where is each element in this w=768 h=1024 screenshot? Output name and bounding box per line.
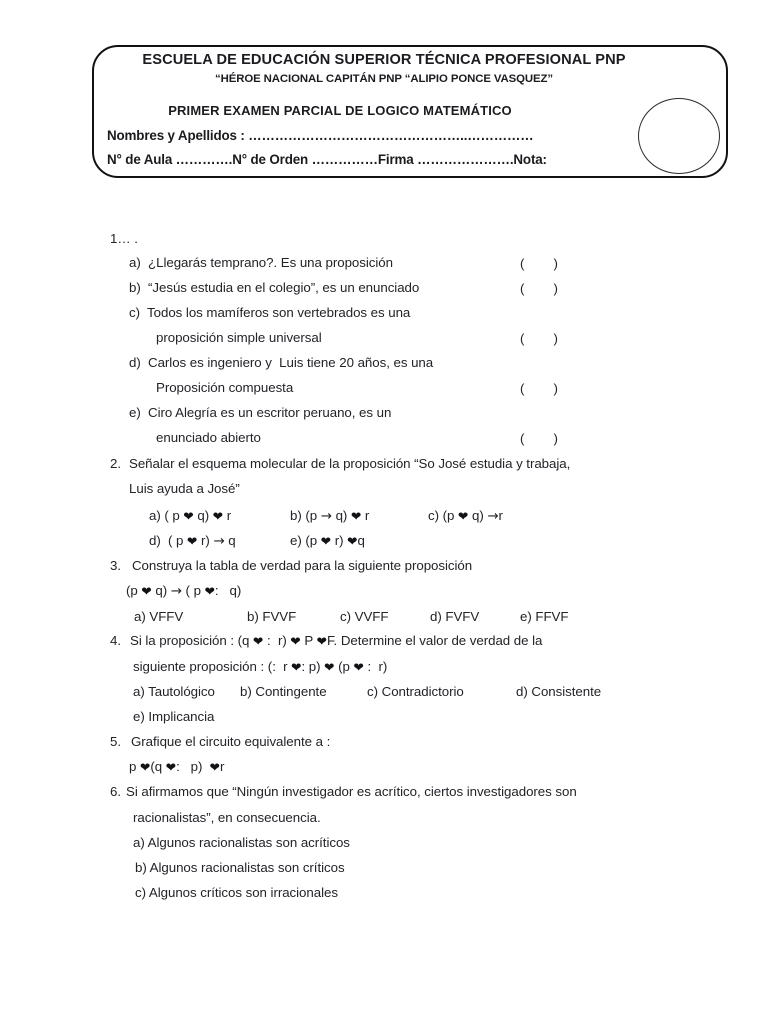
- missing-glyph-icon: ❤: [316, 633, 327, 649]
- question-2-stem-line1: Señalar el esquema molecular de la proposición “So José estudia y trabaja,: [129, 456, 571, 471]
- missing-glyph-icon: ❤: [183, 508, 194, 524]
- option-text: Tautológico: [148, 684, 215, 699]
- option-label: d): [430, 609, 442, 624]
- missing-glyph-icon: ❤: [141, 583, 152, 599]
- option-label: b): [290, 508, 302, 523]
- missing-glyph-icon: ❤: [209, 759, 221, 775]
- field-aula-orden-firma-nota[interactable]: N° de Aula ………….N° de Orden ……………Firma ………………….Nota:: [107, 152, 547, 167]
- option-label: c): [367, 684, 378, 699]
- answer-blank-1b[interactable]: ( ): [520, 281, 558, 296]
- question-1-option-c-cont: proposición simple universal: [156, 330, 322, 345]
- question-6-number: 6.: [110, 784, 121, 799]
- question-6-stem-line2: racionalistas”, en consecuencia.: [133, 810, 321, 825]
- question-5-expression: p ❤(q ❤: p) ❤r: [129, 759, 225, 775]
- question-1-option-d-cont: Proposición compuesta: [156, 380, 294, 395]
- question-2-option-c: [428, 509, 503, 523]
- question-1-option-a: [129, 256, 393, 269]
- question-1-option-c: [129, 306, 410, 319]
- question-3-option-d: [430, 610, 479, 623]
- exam-title: PRIMER EXAMEN PARCIAL DE LOGICO MATEMÁTICO: [168, 103, 512, 118]
- question-2-option-b: [290, 509, 369, 523]
- option-text: ¿Llegarás temprano?. Es una proposición: [148, 255, 393, 270]
- option-text: FFVF: [535, 609, 569, 624]
- answer-blank-1a[interactable]: ( ): [520, 256, 558, 271]
- question-6-option-b: [135, 861, 345, 874]
- question-3-option-b: [247, 610, 296, 623]
- school-name: ESCUELA DE EDUCACIÓN SUPERIOR TÉCNICA PROFESIONAL PNP: [142, 52, 626, 68]
- option-label: a): [133, 835, 145, 850]
- option-text: Algunos racionalistas son críticos: [149, 860, 345, 875]
- option-label: a): [129, 255, 141, 270]
- answer-blank-1c[interactable]: ( ): [520, 331, 558, 346]
- question-3-expression: (p ❤ q) → ( p ❤: q): [126, 583, 242, 599]
- missing-glyph-icon: ❤: [290, 633, 301, 649]
- option-label: e): [129, 405, 141, 420]
- question-2-stem-line2: Luis ayuda a José”: [129, 481, 240, 496]
- option-label: a): [149, 508, 161, 523]
- grade-circle[interactable]: [638, 98, 720, 174]
- option-text: Contingente: [255, 684, 327, 699]
- option-text: Algunos críticos son irracionales: [148, 885, 338, 900]
- option-text: VVFF: [354, 609, 389, 624]
- question-3-option-e: [520, 610, 568, 623]
- missing-glyph-icon: ❤: [291, 659, 302, 675]
- option-text: Implicancia: [148, 709, 215, 724]
- option-label: d): [516, 684, 528, 699]
- arrow-right-icon: →: [487, 509, 499, 524]
- arrow-right-icon: →: [213, 534, 225, 549]
- option-label: a): [134, 609, 146, 624]
- option-text: Contradictorio: [381, 684, 464, 699]
- question-1-option-d: [129, 356, 433, 369]
- option-label: a): [133, 684, 145, 699]
- question-5-number: 5.: [110, 734, 121, 749]
- missing-glyph-icon: ❤: [353, 659, 364, 675]
- missing-glyph-icon: ❤: [165, 759, 177, 775]
- question-6-option-c: [135, 886, 338, 899]
- field-nombres-apellidos[interactable]: Nombres y Apellidos : …………………………………………..……………: [107, 128, 534, 143]
- option-label: e): [290, 533, 302, 548]
- option-text: “Jesús estudia en el colegio”, es un enunciado: [148, 280, 420, 295]
- question-2-option-a: [149, 509, 231, 522]
- negation-symbol: :: [267, 633, 271, 648]
- question-3-stem: Construya la tabla de verdad para la siguiente proposición: [132, 558, 473, 573]
- option-text: Todos los mamíferos son vertebrados es una: [147, 305, 411, 320]
- option-label: e): [133, 709, 145, 724]
- arrow-right-icon: →: [320, 509, 332, 524]
- option-expression: (p → q) ❤ r: [301, 508, 370, 524]
- negation-symbol: :: [214, 583, 219, 598]
- question-1-number: 1… .: [110, 231, 138, 246]
- question-1-option-e: [129, 406, 391, 419]
- option-expression: ( p ❤ q) ❤ r: [160, 508, 232, 524]
- question-4-stem-line2: siguiente proposición : (: r ❤: p) ❤ (p ❤ : r): [133, 659, 388, 675]
- missing-glyph-icon: ❤: [212, 508, 224, 524]
- question-3-option-c: [340, 610, 388, 623]
- missing-glyph-icon: ❤: [140, 759, 151, 775]
- arrow-right-icon: →: [170, 584, 182, 599]
- missing-glyph-icon: ❤: [204, 583, 215, 599]
- question-3-number: 3.: [110, 558, 121, 573]
- option-text: FVFV: [445, 609, 480, 624]
- option-label: d): [149, 533, 161, 548]
- option-label: c): [129, 305, 140, 320]
- missing-glyph-icon: ❤: [253, 633, 264, 649]
- option-text: Ciro Alegría es un escritor peruano, es un: [148, 405, 392, 420]
- option-label: c): [340, 609, 351, 624]
- option-label: c): [428, 508, 439, 523]
- answer-blank-1d[interactable]: ( ): [520, 381, 558, 396]
- question-6-stem-line1: Si afirmamos que “Ningún investigador es acrítico, ciertos investigadores son: [126, 784, 577, 799]
- option-expression: (p ❤ r) ❤q: [301, 533, 365, 549]
- option-text: VFFV: [149, 609, 184, 624]
- question-1-option-b: [129, 281, 419, 294]
- option-label: b): [240, 684, 252, 699]
- option-label: c): [135, 885, 146, 900]
- question-2-number: 2.: [110, 456, 121, 471]
- negation-symbol: :: [272, 659, 276, 674]
- question-3-option-a: [134, 610, 183, 623]
- answer-blank-1e[interactable]: ( ): [520, 431, 558, 446]
- missing-glyph-icon: ❤: [324, 659, 335, 675]
- option-label: e): [520, 609, 532, 624]
- question-4-stem-line1: Si la proposición : (q ❤ : r) ❤ P ❤F. Determine el valor de verdad de la: [130, 633, 543, 649]
- question-4-number: 4.: [110, 633, 121, 648]
- option-text: FVVF: [262, 609, 297, 624]
- question-2-option-d: [149, 534, 236, 548]
- negation-symbol: :: [367, 659, 372, 674]
- missing-glyph-icon: ❤: [320, 533, 332, 549]
- question-5-stem: Grafique el circuito equivalente a :: [131, 734, 331, 749]
- school-hero-subtitle: “HÉROE NACIONAL CAPITÁN PNP “ALIPIO PONCE VASQUEZ”: [214, 73, 554, 85]
- missing-glyph-icon: ❤: [458, 508, 469, 524]
- question-4-option-c: [367, 685, 464, 698]
- missing-glyph-icon: ❤: [187, 533, 198, 549]
- option-label: d): [129, 355, 141, 370]
- question-2-option-e: [290, 534, 365, 547]
- question-4-option-d: [516, 685, 601, 698]
- question-4-option-e: [133, 710, 214, 723]
- option-label: b): [135, 860, 147, 875]
- option-text: Consistente: [531, 684, 602, 699]
- option-label: b): [129, 280, 141, 295]
- question-6-option-a: [133, 836, 350, 849]
- question-4-option-b: [240, 685, 327, 698]
- option-label: b): [247, 609, 259, 624]
- missing-glyph-icon: ❤: [347, 533, 358, 549]
- missing-glyph-icon: ❤: [350, 508, 362, 524]
- question-1-option-e-cont: enunciado abierto: [156, 430, 261, 445]
- negation-symbol: :: [176, 759, 180, 774]
- option-text: Algunos racionalistas son acríticos: [147, 835, 350, 850]
- option-expression: ( p ❤ r) → q: [160, 533, 236, 549]
- option-expression: (p ❤ q) →r: [438, 508, 503, 524]
- option-text: Carlos es ingeniero y Luis tiene 20 años, es una: [148, 355, 434, 370]
- negation-symbol: :: [301, 659, 306, 674]
- question-4-option-a: [133, 685, 215, 698]
